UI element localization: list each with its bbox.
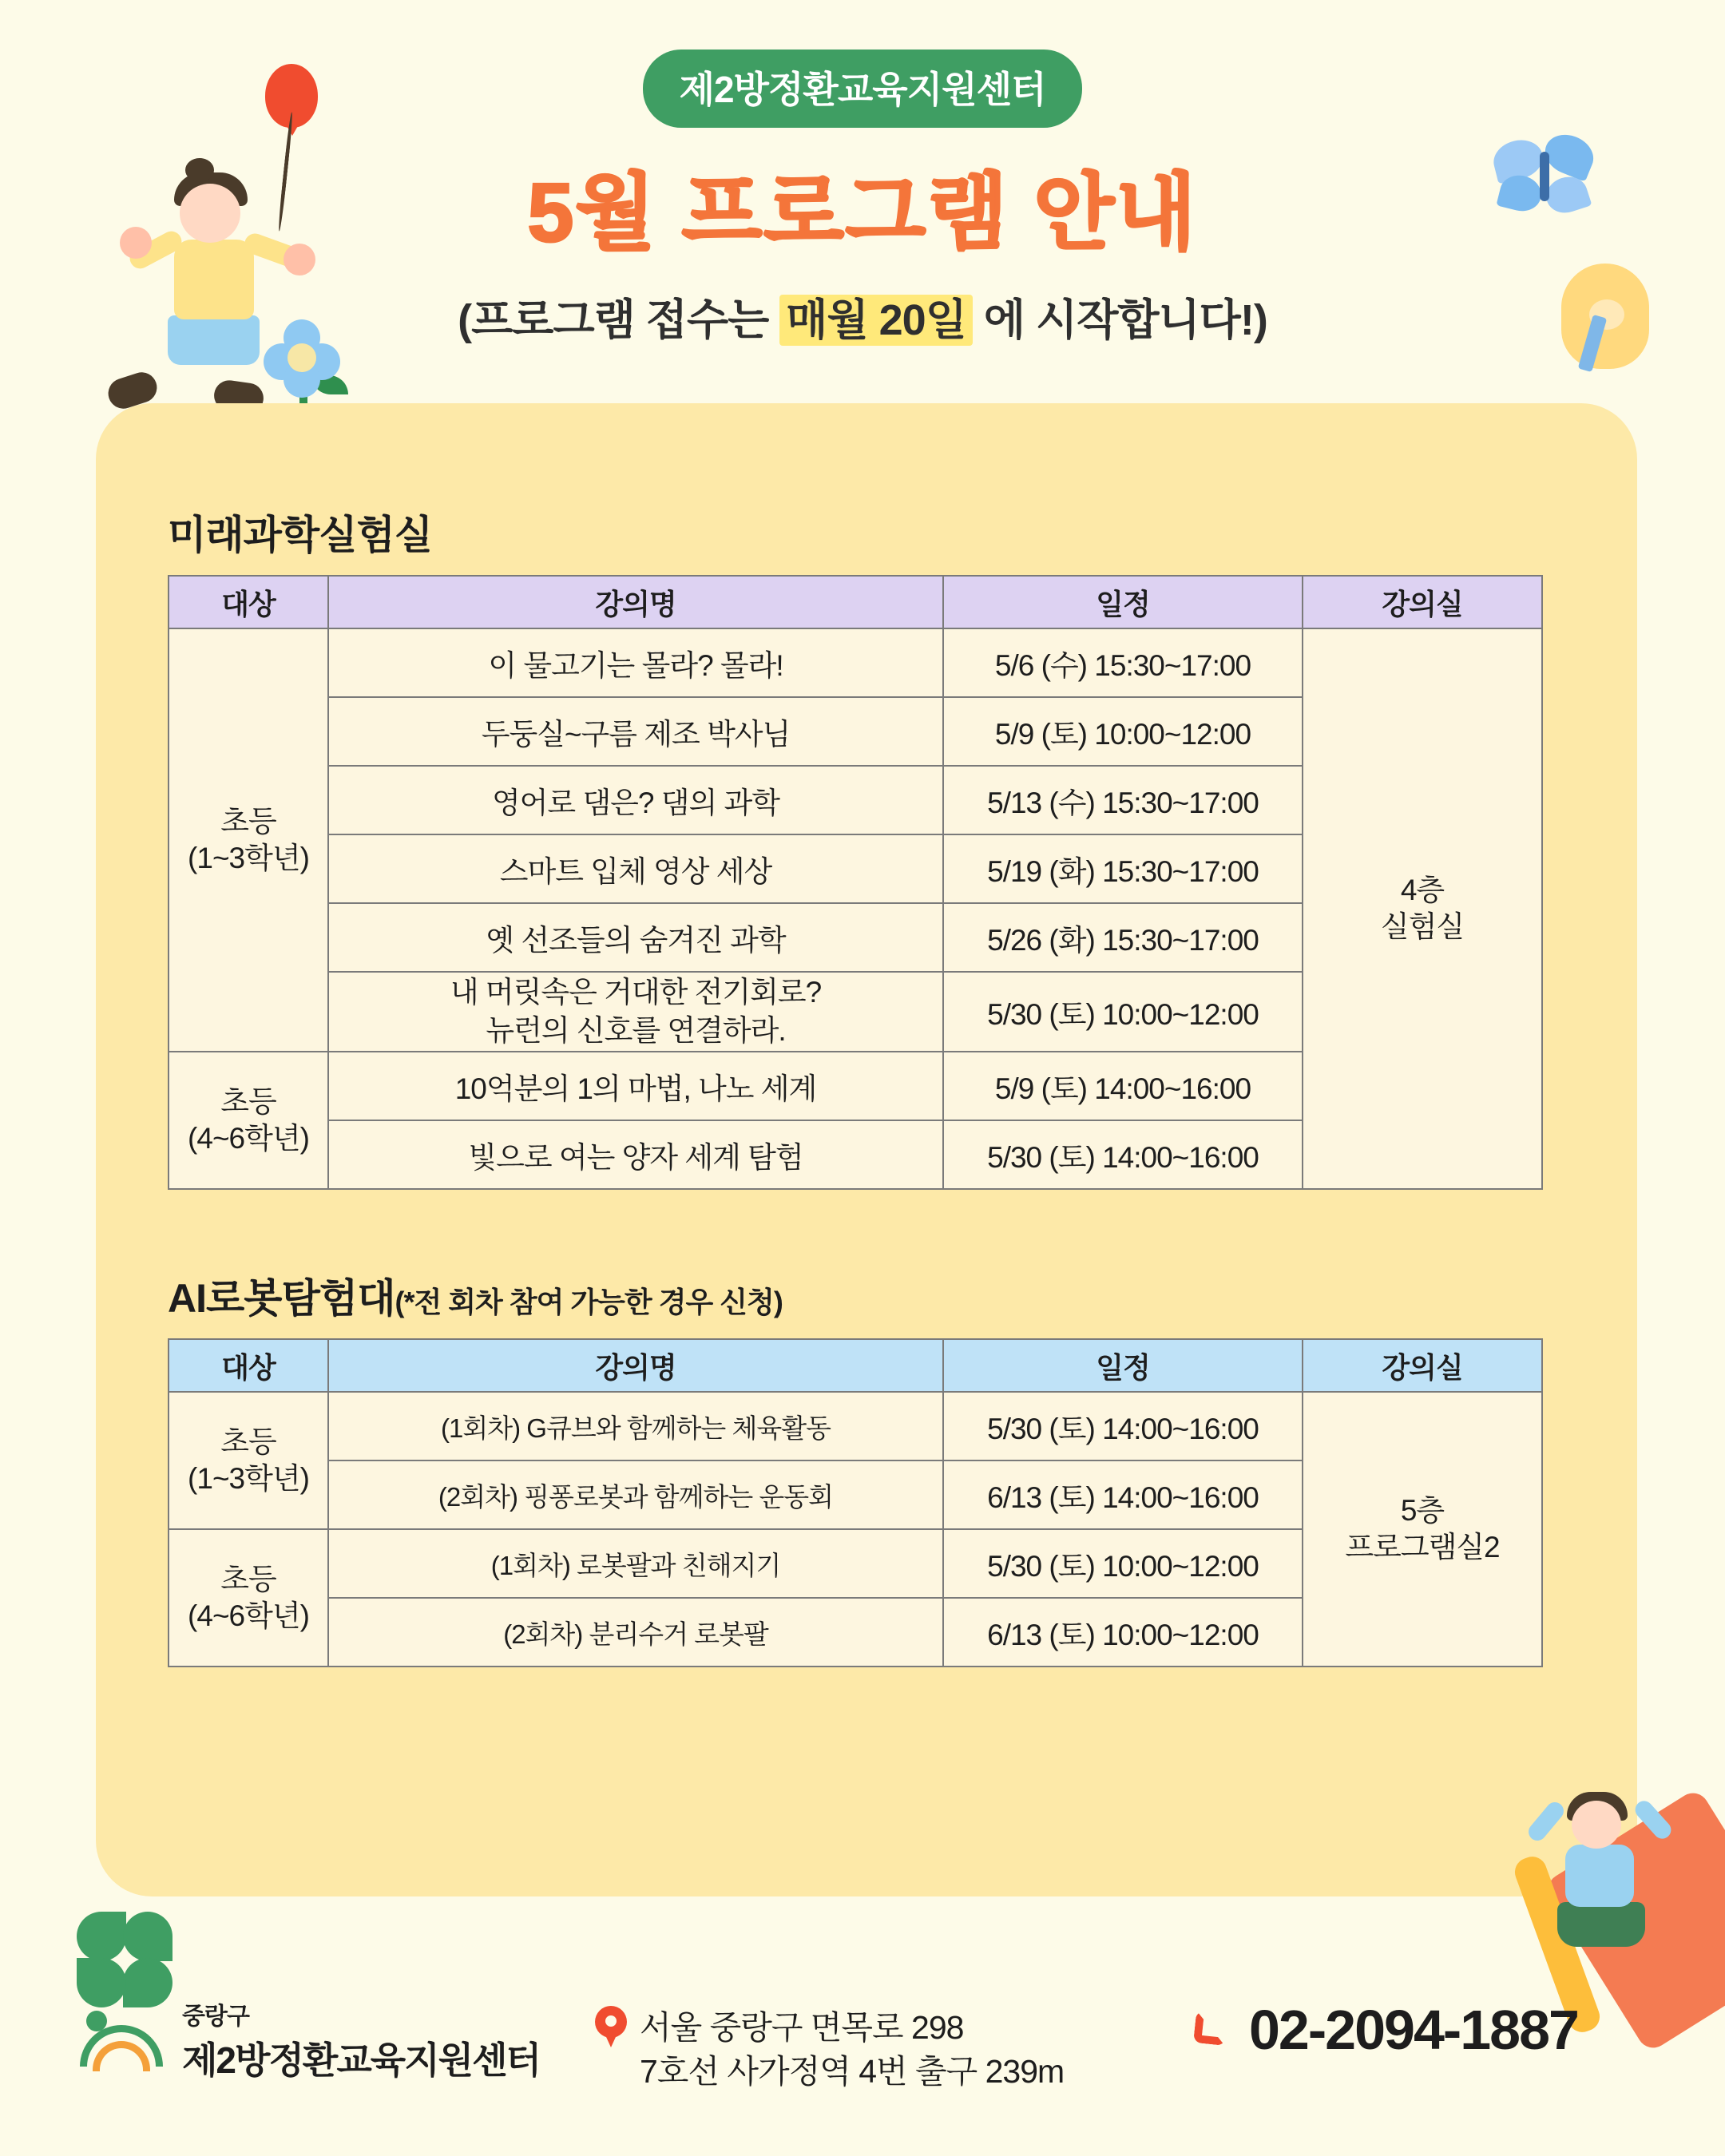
- col-header-room: 강의실: [1303, 1339, 1542, 1392]
- col-header-room: 강의실: [1303, 576, 1542, 628]
- phone-icon: [1190, 2007, 1235, 2052]
- cell-course-name: 이 물고기는 몰라? 몰라!: [328, 628, 943, 697]
- table-row: [169, 628, 1542, 697]
- kid-body-icon: [174, 240, 254, 319]
- logo-district-label: 중랑구: [182, 2003, 249, 2030]
- address-line-2: 7호선 사가정역 4번 출구 239m: [640, 2053, 1065, 2091]
- page-title: 5월 프로그램 안내: [527, 167, 1198, 260]
- flower-icon: [264, 319, 340, 396]
- phone-number: 02-2094-1887: [1249, 1999, 1578, 2061]
- cell-course-name: 빛으로 여는 양자 세계 탐험: [328, 1120, 943, 1189]
- col-header-schedule: 일정: [943, 576, 1303, 628]
- address-line-1: 서울 중랑구 면목로 298: [640, 2009, 964, 2046]
- cell-schedule: 5/13 (수) 15:30~17:00: [943, 766, 1303, 834]
- cell-course-name: 스마트 입체 영상 세상: [328, 834, 943, 903]
- table-header-row: [169, 1339, 1542, 1392]
- cell-schedule: 5/19 (화) 15:30~17:00: [943, 834, 1303, 903]
- page-header: [0, 0, 1725, 423]
- cell-schedule: 5/6 (수) 15:30~17:00: [943, 628, 1303, 697]
- notice-highlight: 매월 20일: [779, 295, 973, 346]
- notice-prefix: (프로그램 접수는: [458, 296, 780, 344]
- cell-course-name: 내 머릿속은 거대한 전기회로? 뉴런의 신호를 연결하라.: [328, 972, 943, 1052]
- butterfly-icon: [1493, 136, 1597, 224]
- schedule-content: [168, 503, 1573, 1667]
- center-name-badge: 제2방정환교육지원센터: [643, 50, 1083, 128]
- col-header-course: 강의명: [328, 1339, 943, 1392]
- footer-address: [595, 2006, 1064, 2095]
- cell-course-name: (1회차) 로봇팔과 친해지기: [328, 1529, 943, 1598]
- section-ai-robot: [168, 1266, 1573, 1667]
- cell-target: 초등 (4~6학년): [169, 1052, 328, 1189]
- logo-center-label: 제2방정환교육지원센터: [182, 2039, 540, 2081]
- footer-logo: [80, 1996, 540, 2084]
- notice-suffix: 에 시작합니다!): [972, 296, 1267, 344]
- cell-schedule: 5/26 (화) 15:30~17:00: [943, 903, 1303, 972]
- section-science-lab: [168, 503, 1573, 1190]
- schedule-table-science: [168, 575, 1543, 1190]
- footer-phone: [1190, 1998, 1578, 2062]
- col-header-schedule: 일정: [943, 1339, 1303, 1392]
- kid2-body-icon: [1565, 1845, 1634, 1907]
- center-logo-icon: [80, 2006, 168, 2075]
- table-row: [169, 1392, 1542, 1460]
- cell-course-name: (1회차) G큐브와 함께하는 체육활동: [328, 1392, 943, 1460]
- section-title-text: AI로봇탐험대: [168, 1276, 395, 1322]
- table-header-row: [169, 576, 1542, 628]
- cell-course-name: 10억분의 1의 마법, 나노 세계: [328, 1052, 943, 1120]
- cell-target: 초등 (4~6학년): [169, 1529, 328, 1667]
- cell-target: 초등 (1~3학년): [169, 628, 328, 1052]
- section-title-robot: [168, 1266, 1573, 1324]
- kid-hair-bun-icon: [185, 158, 214, 182]
- cell-schedule: 5/30 (토) 14:00~16:00: [943, 1120, 1303, 1189]
- map-pin-icon: [595, 2006, 627, 2049]
- col-header-target: 대상: [169, 576, 328, 628]
- cell-schedule: 6/13 (토) 10:00~12:00: [943, 1598, 1303, 1667]
- cell-schedule: 5/30 (토) 10:00~12:00: [943, 1529, 1303, 1598]
- cell-schedule: 5/30 (토) 14:00~16:00: [943, 1392, 1303, 1460]
- cell-course-name: 영어로 댐은? 댐의 과학: [328, 766, 943, 834]
- cell-target: 초등 (1~3학년): [169, 1392, 328, 1529]
- page-footer: [0, 1972, 1725, 2156]
- section-title-note: (*전 회차 참여 가능한 경우 신청): [395, 1286, 783, 1319]
- schedule-table-robot: [168, 1338, 1543, 1667]
- kid2-legs-icon: [1557, 1902, 1645, 1947]
- cell-course-name: 두둥실~구름 제조 박사님: [328, 697, 943, 766]
- section-title-science: [168, 503, 1573, 561]
- kid-head-icon: [180, 184, 240, 243]
- kid2-head-icon: [1572, 1801, 1621, 1849]
- cell-schedule: 5/30 (토) 10:00~12:00: [943, 972, 1303, 1052]
- col-header-course: 강의명: [328, 576, 943, 628]
- cell-room: 4층 실험실: [1303, 628, 1542, 1189]
- cell-course-name: (2회차) 분리수거 로봇팔: [328, 1598, 943, 1667]
- cell-schedule: 5/9 (토) 10:00~12:00: [943, 697, 1303, 766]
- cell-schedule: 6/13 (토) 14:00~16:00: [943, 1460, 1303, 1529]
- cell-course-name: 옛 선조들의 숨겨진 과학: [328, 903, 943, 972]
- cell-schedule: 5/9 (토) 14:00~16:00: [943, 1052, 1303, 1120]
- kid-left-hand-icon: [120, 227, 152, 259]
- cell-course-name: (2회차) 핑퐁로봇과 함께하는 운동회: [328, 1460, 943, 1529]
- kid-legs-icon: [168, 315, 260, 365]
- cell-room: 5층 프로그램실2: [1303, 1392, 1542, 1667]
- kid-right-hand-icon: [284, 244, 315, 275]
- section-title-text: 미래과학실험실: [168, 513, 433, 557]
- col-header-target: 대상: [169, 1339, 328, 1392]
